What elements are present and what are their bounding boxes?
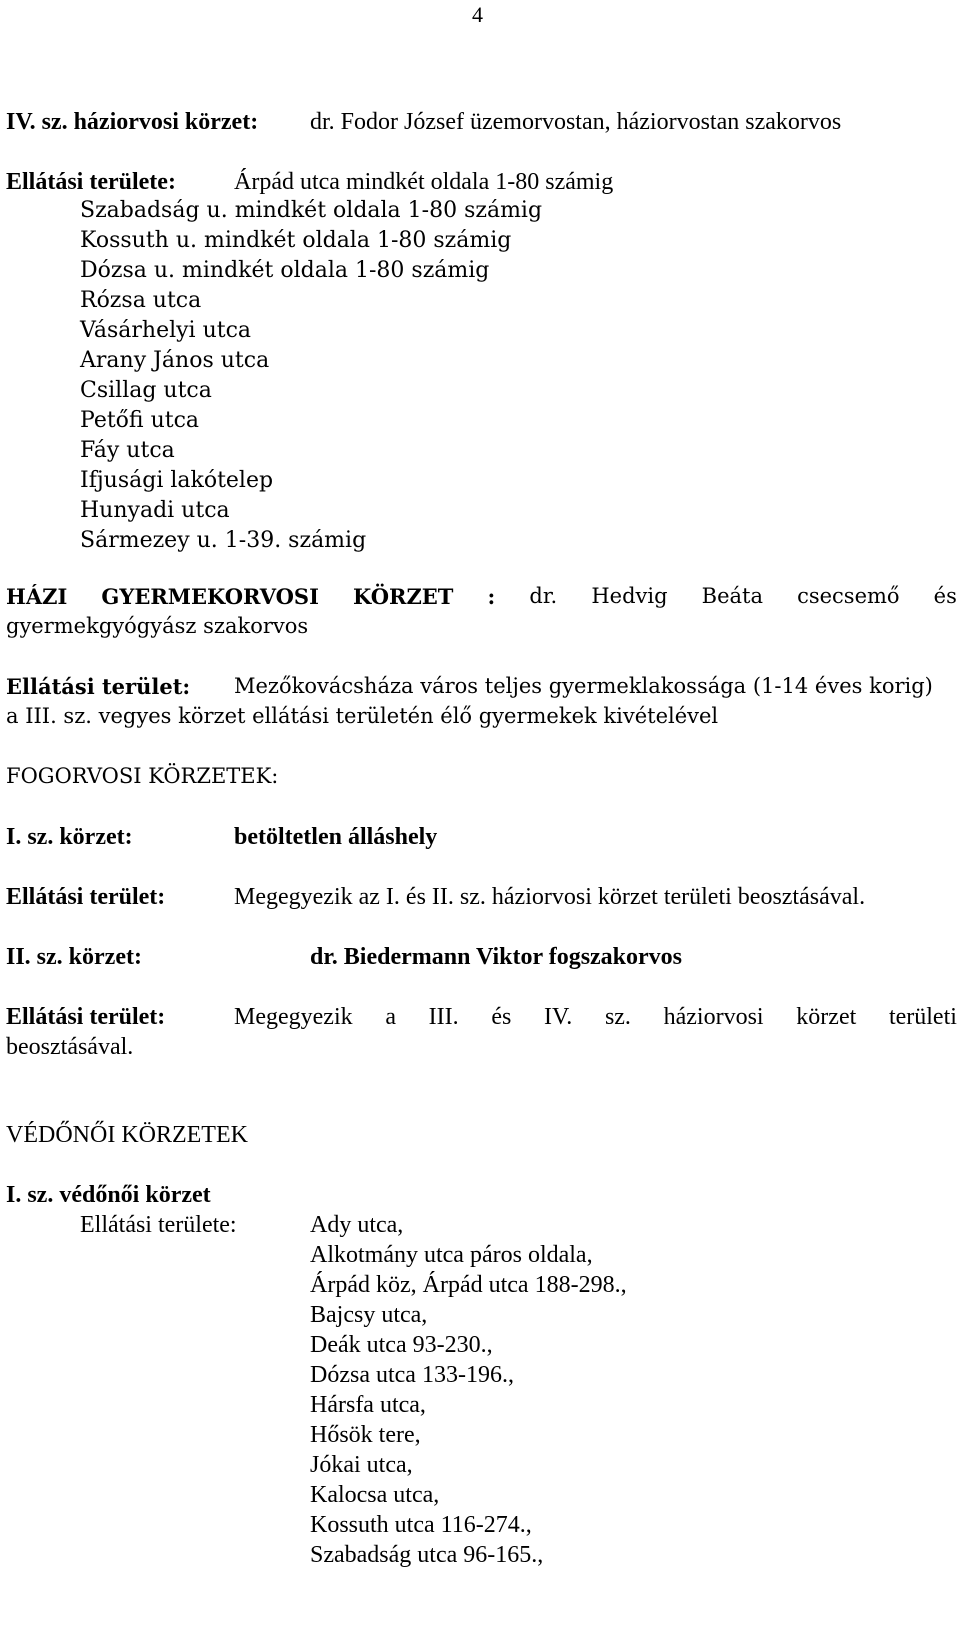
street-item: Sármezey u. 1-39. számig [80, 528, 367, 553]
heading-word: és [933, 584, 957, 608]
street-item: Csillag utca [80, 378, 212, 403]
street-item: Dózsa u. mindkét oldala 1-80 számig [80, 258, 490, 283]
street-item: Szabadság u. mindkét oldala 1-80 számig [80, 198, 543, 223]
street-item: Kossuth u. mindkét oldala 1-80 számig [80, 228, 512, 253]
nurse-k1-label: I. sz. védőnői körzet [6, 1182, 211, 1208]
area-word: III. [428, 1004, 459, 1030]
street-item: Alkotmány utca páros oldala, [310, 1242, 593, 1268]
street-item: Hársfa utca, [310, 1392, 426, 1418]
dental-k2-area-label: Ellátási terület: [6, 1004, 166, 1030]
area-word: területi [888, 1004, 957, 1030]
heading-word: Beáta [701, 584, 763, 608]
nurse-area-label: Ellátási területe: [80, 1212, 237, 1238]
dental-k1-area-label: Ellátási terület: [6, 884, 166, 910]
street-item: Jókai utca, [310, 1452, 413, 1478]
area-word: IV. [544, 1004, 573, 1030]
street-item: Bajcsy utca, [310, 1302, 428, 1328]
dental-k1-area-value: Megegyezik az I. és II. sz. háziorvosi körzet területi beosztásával. [234, 884, 866, 910]
heading-word: Hedvig [591, 584, 668, 608]
street-item: Ifjusági lakótelep [80, 468, 274, 493]
section4-first-street: Árpád utca mindkét oldala 1-80 számig [234, 169, 614, 195]
street-item: Rózsa utca [80, 288, 202, 313]
street-item: Vásárhelyi utca [80, 318, 252, 343]
dental-k1-label: I. sz. körzet: [6, 824, 133, 850]
street-item: Petőfi utca [80, 408, 200, 433]
area-word: háziorvosi [663, 1004, 764, 1030]
child-area-line2: a III. sz. vegyes körzet ellátási területén élő gyermekek kivételével [6, 704, 719, 728]
heading-word: GYERMEKORVOSI [101, 584, 319, 609]
heading-word: HÁZI [6, 584, 68, 609]
area-word: körzet [796, 1004, 857, 1030]
child-area-line1: Mezőkovácsháza város teljes gyermeklakossága (1-14 éves korig) [234, 674, 933, 698]
dental-k2-value: dr. Biedermann Viktor fogszakorvos [310, 944, 683, 970]
dental-k2-area-line1 [234, 1005, 957, 1029]
child-doctor-title: gyermekgyógyász szakorvos [6, 614, 309, 638]
page-number: 4 [472, 2, 483, 27]
heading-word: : [487, 584, 496, 609]
nurse-heading: VÉDŐNŐI KÖRZETEK [6, 1122, 248, 1148]
street-item: Ady utca, [310, 1212, 404, 1238]
area-word: sz. [604, 1004, 631, 1030]
area-word: Megegyezik [234, 1004, 353, 1030]
area-word: és [491, 1004, 512, 1030]
section4-area-label: Ellátási területe: [6, 169, 176, 195]
dental-k1-value: betöltetlen álláshely [234, 824, 438, 850]
street-item: Kalocsa utca, [310, 1482, 440, 1508]
child-doctor-heading [6, 586, 957, 607]
heading-word: dr. [529, 584, 558, 608]
street-item: Hunyadi utca [80, 498, 230, 523]
dental-k2-label: II. sz. körzet: [6, 944, 142, 970]
street-item: Kossuth utca 116-274., [310, 1512, 532, 1538]
dental-k2-area-line2: beosztásával. [6, 1034, 134, 1060]
street-item: Deák utca 93-230., [310, 1332, 493, 1358]
section4-doctor: dr. Fodor József üzemorvostan, háziorvostan szakorvos [310, 109, 842, 135]
section4-label: IV. sz. háziorvosi körzet: [6, 109, 259, 135]
street-item: Szabadság utca 96-165., [310, 1542, 544, 1568]
street-item: Fáy utca [80, 438, 175, 463]
street-item: Árpád köz, Árpád utca 188-298., [310, 1272, 627, 1298]
area-word: a [385, 1004, 396, 1030]
child-area-label: Ellátási terület: [6, 674, 191, 699]
street-item: Hősök tere, [310, 1422, 421, 1448]
dental-heading: FOGORVOSI KÖRZETEK: [6, 764, 279, 788]
heading-word: csecsemő [797, 584, 900, 608]
heading-word: KÖRZET [353, 584, 454, 609]
street-item: Dózsa utca 133-196., [310, 1362, 514, 1388]
street-item: Arany János utca [80, 348, 270, 373]
